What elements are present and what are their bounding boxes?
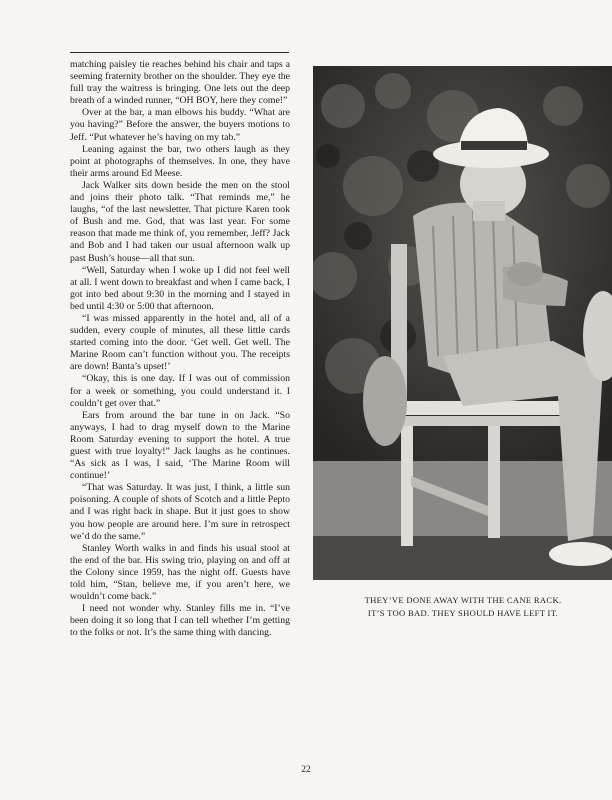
article-paragraph: Jack Walker sits down beside the men on the stool and joins their photo talk. “That reminds me,” he laughs, “of the last newsletter. That picture Karen took of Bush and me. God, that was last year. For some reason that made me think of, you remember, Jeff? Jack and Bob and I had taken our usual afternoon walk up past Bush’s house—all that sun.	[70, 179, 290, 264]
photo-caption	[328, 594, 598, 620]
photo-illustration	[313, 66, 612, 580]
article-paragraph: “Okay, this is one day. If I was out of commission for a week or something, you could understand it. I couldn’t get over that.”	[70, 373, 290, 409]
article-paragraph: Leaning against the bar, two others laugh as they point at photographs of themselves. In one, they have their arms around Ed Meese.	[70, 143, 290, 179]
page-number: 22	[301, 765, 311, 775]
article-paragraph: “That was Saturday. It was just, I think, a little sun poisoning. A couple of shots of Scotch and a little Pepto and I was right back in shape. But it just goes to show you how people are around here. I’m sure in retrospect we’d do the same.”	[70, 482, 290, 542]
article-paragraph: “Well, Saturday when I woke up I did not feel well at all. I went down to breakfast and when I came back, I got into bed about 9:30 in the morning and I stayed in bed until 4:30 or 5:00 that afternoon.	[70, 264, 290, 312]
photo-man-on-bench	[313, 66, 612, 580]
article-paragraph: Stanley Worth walks in and finds his usual stool at the end of the bar. His swing trio, playing on and off at the Colony since 1959, has the night off. Guests have told him, “Stan, believe me, if you aren’t here, we wouldn’t come back.”	[70, 542, 290, 603]
article-paragraph: Ears from around the bar tune in on Jack. “So anyways, I had to drag myself down to the Marine Room Saturday evening to support the hotel. A true guest with true loyalty!” Jack laughs as he continues. “As sick as I was, I said, ‘The Marine Room will continue!’	[70, 409, 290, 482]
caption-line: THEY’VE DONE AWAY WITH THE CANE RACK.	[364, 595, 562, 605]
article-paragraph: matching paisley tie reaches behind his chair and taps a seeming fraternity brother on the shoulder. They eye the full tray the waitress is bringing. One lets out the deep breath of a winded runner, “OH BOY, here they come!”	[70, 59, 290, 107]
top-rule	[70, 52, 289, 53]
caption-line: IT’S TOO BAD. THEY SHOULD HAVE LEFT IT.	[367, 608, 559, 618]
article-paragraph: “I was missed apparently in the hotel and, all of a sudden, every couple of minutes, all these little cards started coming into the door. ‘Get well. Get well. The Marine Room can’t function without you. The receipts are down! Banta’s upset!’	[70, 312, 290, 373]
article-paragraph: Over at the bar, a man elbows his buddy. “What are you having?” Before the answer, the buyers motions to Jeff. “Put whatever he’s having on my tab.”	[70, 107, 290, 143]
article-paragraph: I need not wonder why. Stanley fills me in. “I’ve been doing it so long that I can tell whether I’m getting to the folks or not. It’s the same thing with dancing.	[70, 603, 290, 639]
article-column	[70, 59, 290, 640]
